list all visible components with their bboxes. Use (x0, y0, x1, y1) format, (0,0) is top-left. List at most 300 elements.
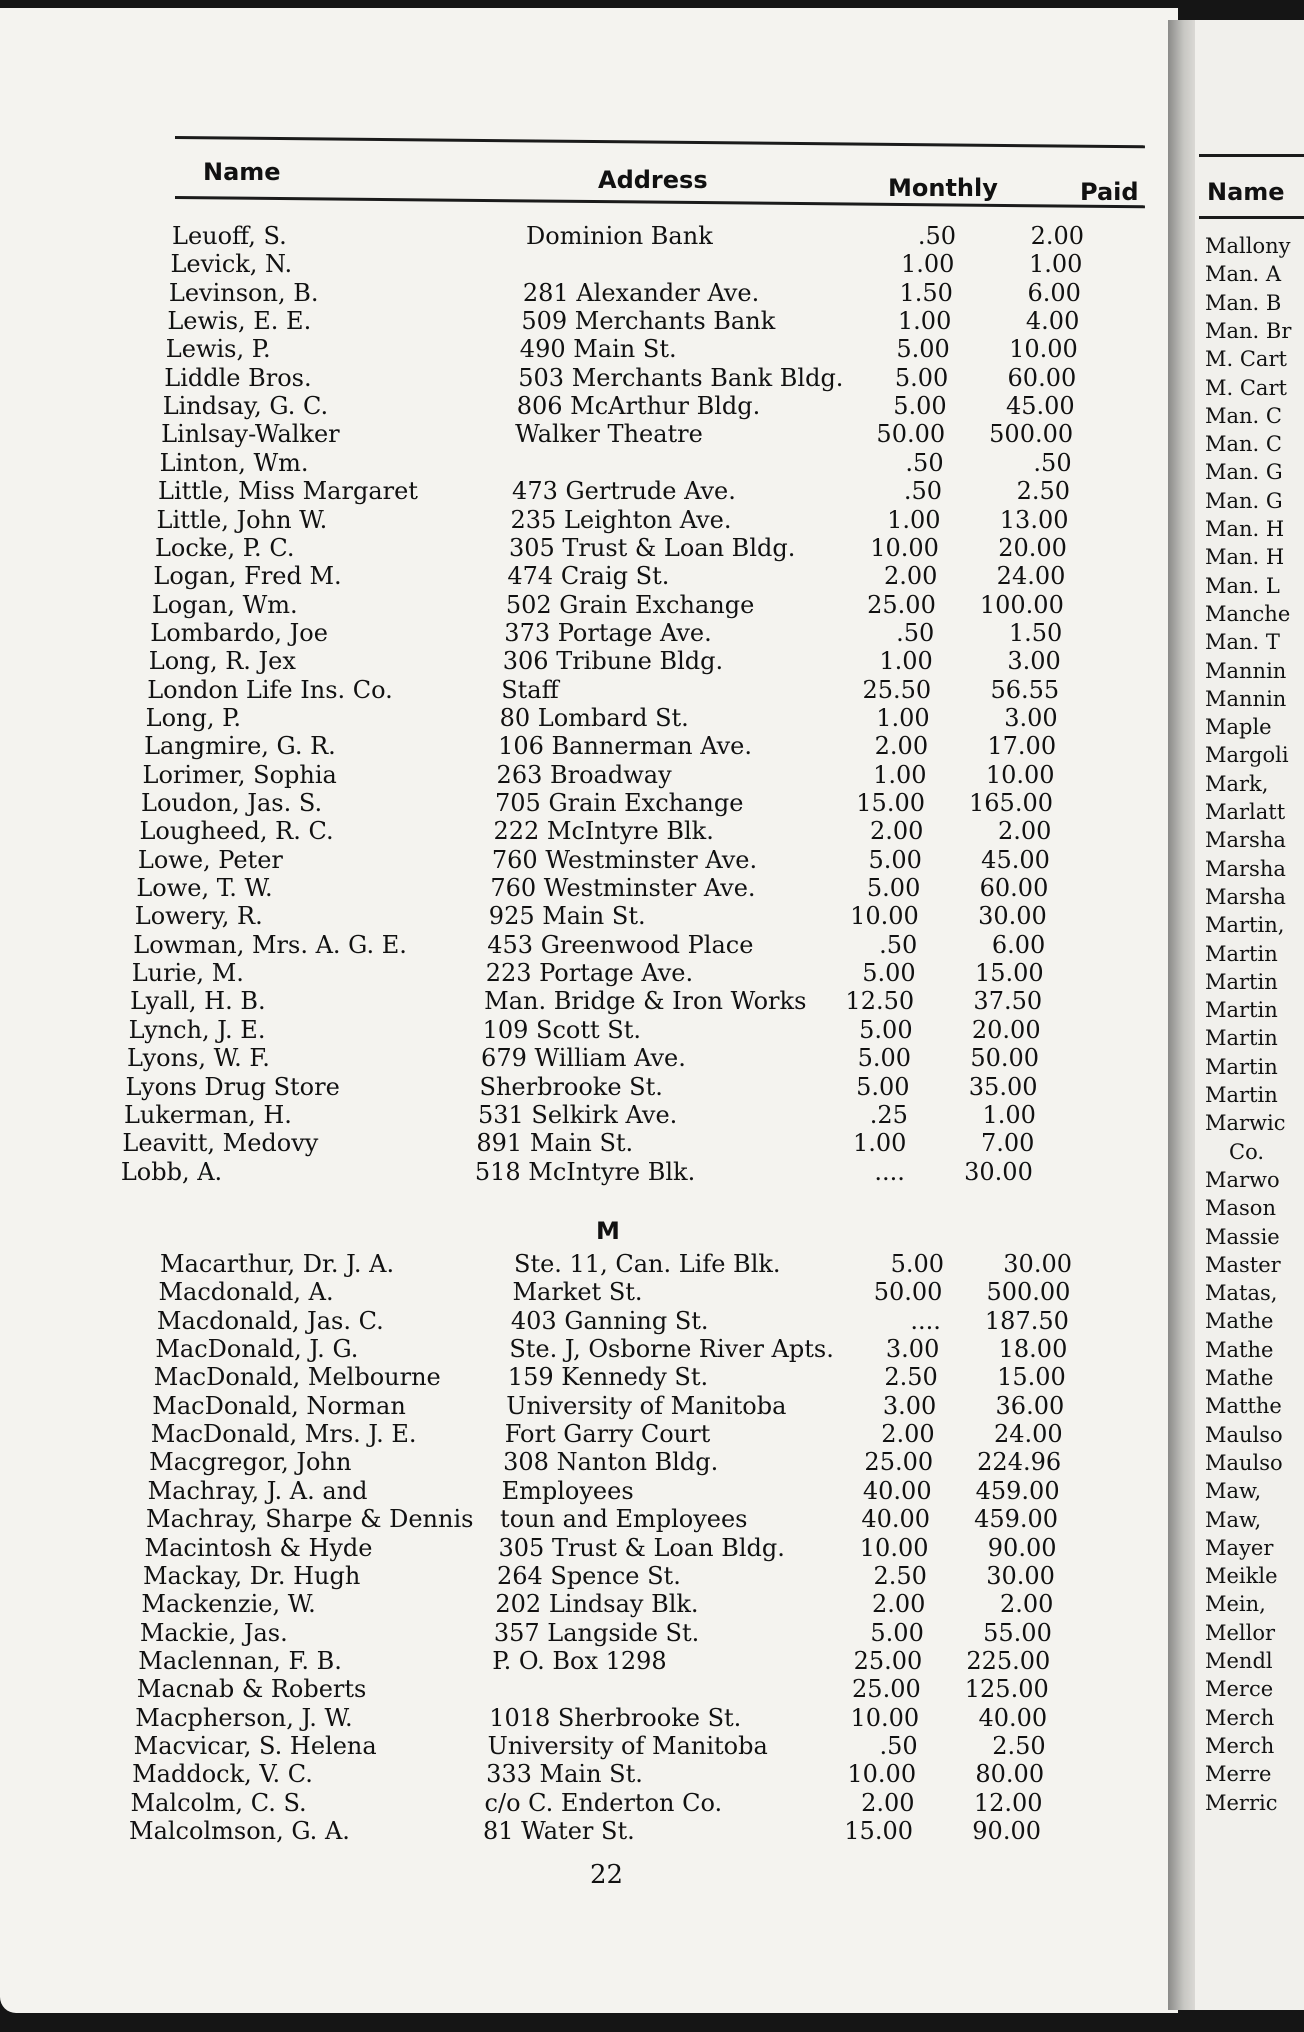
address-cell: Fort Garry Court (505, 1420, 715, 1448)
monthly-cell: 5.00 (862, 1250, 948, 1278)
paid-cell: 30.00 (945, 902, 1051, 930)
table-row (144, 732, 1074, 760)
table-row (137, 1675, 1067, 1703)
paid-cell: 13.00 (967, 506, 1073, 534)
facing-name-fragment: Man. C (1205, 432, 1282, 457)
address-cell: 806 McArthur Bldg. (517, 392, 765, 420)
table-row (146, 1505, 1076, 1533)
facing-name-fragment: Marwic (1205, 1111, 1286, 1136)
monthly-cell: 10.00 (847, 1534, 933, 1562)
address-cell: 223 Portage Ave. (486, 959, 697, 987)
facing-name-fragment: Man. L (1205, 573, 1280, 598)
paid-cell: 36.00 (962, 1392, 1068, 1420)
monthly-cell: 1.00 (859, 506, 945, 534)
paid-cell: 18.00 (965, 1335, 1071, 1363)
facing-name-fragment: Martin (1205, 1026, 1278, 1051)
monthly-cell: 5.00 (868, 335, 954, 363)
facing-name-fragment: Man. A (1205, 262, 1282, 287)
address-cell: 235 Leighton Ave. (511, 506, 736, 534)
paid-cell: 45.00 (948, 846, 1054, 874)
facing-name-fragment: Mathe (1205, 1337, 1274, 1362)
address-cell: Dominion Bank (526, 222, 717, 250)
address-cell: toun and Employees (500, 1505, 751, 1533)
name-cell: Lewis, P. (166, 335, 275, 363)
paid-cell: 187.50 (967, 1307, 1073, 1335)
page-number: 22 (590, 1860, 624, 1890)
monthly-cell: .50 (852, 619, 938, 647)
facing-name-fragment: Marlatt (1205, 800, 1286, 824)
table-row (161, 420, 1091, 448)
facing-name-fragment: Mathe (1205, 1309, 1274, 1334)
facing-name-fragment: Martin, (1205, 913, 1285, 938)
monthly-cell: 50.00 (863, 420, 949, 448)
paid-cell: 37.50 (940, 987, 1046, 1015)
facing-name-fragment: Martin (1205, 1054, 1278, 1079)
paid-cell: 55.00 (950, 1619, 1056, 1647)
table-row (157, 506, 1087, 534)
table-row (122, 1129, 1052, 1157)
address-cell: 760 Westminster Ave. (490, 874, 759, 902)
facing-name-fragment: Margoli (1205, 743, 1289, 768)
monthly-cell: .50 (862, 449, 948, 477)
facing-name-fragment: Man. Br (1205, 318, 1292, 343)
paid-cell: 1.00 (980, 250, 1086, 278)
monthly-cell: 10.00 (857, 534, 943, 562)
monthly-cell: .25 (826, 1101, 912, 1129)
table-row (127, 1044, 1057, 1072)
table-row (152, 591, 1082, 619)
monthly-cell: 10.00 (837, 902, 923, 930)
paid-cell: 10.00 (953, 761, 1059, 789)
facing-name-fragment: Maulso (1205, 1450, 1283, 1475)
name-cell: Mackenzie, W. (141, 1590, 319, 1618)
facing-header-top-rule (1199, 154, 1304, 157)
table-row (133, 931, 1063, 959)
paid-cell: 40.00 (945, 1704, 1051, 1732)
name-cell: Leuoff, S. (172, 222, 291, 250)
monthly-cell: 1.00 (869, 307, 955, 335)
address-cell: Employees (502, 1477, 638, 1505)
name-cell: MacDonald, Norman (152, 1392, 410, 1420)
paid-cell: 15.00 (942, 959, 1048, 987)
paid-cell: 165.00 (951, 789, 1057, 817)
address-cell: 518 McIntyre Blk. (475, 1158, 699, 1186)
paid-cell: 500.00 (971, 420, 1077, 448)
address-cell: 502 Grain Exchange (506, 591, 758, 619)
name-cell: Long, R. Jex (149, 647, 300, 675)
name-cell: Lurie, M. (132, 959, 248, 987)
monthly-cell: 1.00 (851, 647, 937, 675)
facing-name-fragment: Merch (1205, 1705, 1275, 1730)
paid-cell: 56.55 (957, 676, 1063, 704)
table-row (143, 1562, 1073, 1590)
facing-name-fragment: Meikle (1205, 1564, 1278, 1589)
table-row (146, 704, 1076, 732)
address-cell: 531 Selkirk Ave. (478, 1101, 681, 1129)
paid-cell: 500.00 (968, 1278, 1074, 1306)
table-row (126, 1073, 1056, 1101)
paid-cell: 6.00 (943, 931, 1049, 959)
name-cell: Macvicar, S. Helena (134, 1732, 381, 1760)
name-cell: Levinson, B. (169, 279, 323, 307)
table-row (141, 789, 1071, 817)
table-row (163, 392, 1093, 420)
paid-cell: 2.00 (982, 222, 1088, 250)
table-row (152, 1392, 1082, 1420)
table-row (134, 1732, 1064, 1760)
paid-cell: 12.00 (941, 1789, 1047, 1817)
address-cell: P. O. Box 1298 (492, 1647, 670, 1675)
table-row (139, 817, 1069, 845)
address-cell: 503 Merchants Bank Bldg. (518, 364, 847, 392)
table-row (140, 1619, 1070, 1647)
facing-name-fragment: Man. T (1205, 630, 1280, 655)
monthly-cell: 1.00 (824, 1129, 910, 1157)
table-row (167, 307, 1097, 335)
address-cell: Ste. J, Osborne River Apts. (509, 1335, 837, 1363)
facing-name-fragment: Man. H (1205, 517, 1285, 541)
monthly-cell: 10.00 (834, 1760, 920, 1788)
paid-cell: 60.00 (946, 874, 1052, 902)
facing-name-fragment: Man. G (1205, 460, 1283, 485)
name-cell: MacDonald, Mrs. J. E. (151, 1420, 421, 1448)
name-cell: Little, Miss Margaret (158, 477, 422, 505)
name-cell: Leavitt, Medovy (122, 1129, 322, 1157)
table-row (132, 1760, 1062, 1788)
table-row (138, 846, 1068, 874)
address-cell: 473 Gertrude Ave. (512, 477, 740, 505)
table-row (164, 364, 1094, 392)
facing-name-fragment: Merric (1205, 1790, 1278, 1815)
name-cell: Lyall, H. B. (130, 987, 269, 1015)
address-cell: Walker Theatre (515, 420, 707, 448)
monthly-cell: 5.00 (838, 874, 924, 902)
facing-name-fragment: Maw, (1205, 1507, 1262, 1532)
paid-cell: 30.00 (931, 1158, 1037, 1186)
table-row (147, 676, 1077, 704)
paid-cell: 224.96 (959, 1448, 1065, 1476)
table-row (131, 1789, 1061, 1817)
table-row (151, 1420, 1081, 1448)
address-cell: 305 Trust & Loan Bldg. (509, 534, 799, 562)
monthly-cell: 2.00 (853, 1420, 939, 1448)
name-cell: Lowe, Peter (138, 846, 287, 874)
paid-cell: 2.00 (949, 817, 1055, 845)
name-cell: Malcolm, C. S. (131, 1789, 311, 1817)
monthly-cell: 3.00 (854, 1392, 940, 1420)
address-cell: 264 Spence St. (497, 1562, 685, 1590)
address-cell: 81 Water St. (483, 1817, 639, 1845)
paid-cell: 90.00 (939, 1817, 1045, 1845)
monthly-cell: 2.50 (845, 1562, 931, 1590)
monthly-cell: 1.00 (848, 704, 934, 732)
address-cell: 453 Greenwood Place (487, 931, 757, 959)
name-cell: Lukerman, H. (124, 1101, 296, 1129)
monthly-cell: 5.00 (834, 959, 920, 987)
monthly-cell: 5.00 (828, 1073, 914, 1101)
facing-name-fragment: Martin (1205, 941, 1278, 966)
name-cell: Macnab & Roberts (137, 1675, 371, 1703)
facing-name-fragment: Mayer (1205, 1535, 1274, 1560)
monthly-cell: 25.00 (839, 1675, 925, 1703)
table-row (155, 1335, 1085, 1363)
monthly-cell: .50 (836, 1732, 922, 1760)
name-cell: Lowery, R. (135, 902, 267, 930)
monthly-cell: 5.00 (840, 846, 926, 874)
paid-cell: 3.00 (956, 704, 1062, 732)
paid-cell: 30.00 (953, 1562, 1059, 1590)
paid-cell: 4.00 (977, 307, 1083, 335)
facing-page (1195, 20, 1304, 2010)
address-cell: 308 Nanton Bldg. (503, 1448, 722, 1476)
column-header-monthly: Monthly (888, 174, 998, 202)
paid-cell: 24.00 (963, 562, 1069, 590)
table-row (166, 335, 1096, 363)
address-cell: 109 Scott St. (483, 1016, 645, 1044)
table-row (145, 1534, 1075, 1562)
name-cell: Malcolmson, G. A. (129, 1817, 354, 1845)
address-cell: 306 Tribune Bldg. (503, 647, 727, 675)
address-cell: 403 Ganning St. (511, 1307, 713, 1335)
name-cell: Lowman, Mrs. A. G. E. (133, 931, 411, 959)
facing-name-fragment: Maw, (1205, 1479, 1262, 1504)
paid-cell: 6.00 (979, 279, 1085, 307)
name-cell: Lougheed, R. C. (139, 817, 337, 845)
monthly-cell: 3.00 (857, 1335, 943, 1363)
facing-name-fragment: Martin (1205, 969, 1278, 994)
table-row (129, 1016, 1059, 1044)
table-row (160, 1250, 1090, 1278)
paid-cell: 2.50 (944, 1732, 1050, 1760)
paid-cell: 45.00 (973, 392, 1079, 420)
facing-name-fragment: Matas, (1205, 1281, 1278, 1306)
name-cell: Liddle Bros. (164, 364, 315, 392)
paid-cell: 225.00 (948, 1647, 1054, 1675)
section-letter-m: M (596, 1217, 620, 1245)
monthly-cell: 1.00 (845, 761, 931, 789)
address-cell: 679 William Ave. (481, 1044, 690, 1072)
name-cell: Levick, N. (170, 250, 296, 278)
table-row (132, 959, 1062, 987)
facing-name-fragment: Master (1205, 1252, 1281, 1277)
name-cell: MacDonald, Melbourne (154, 1363, 445, 1391)
table-row (170, 250, 1100, 278)
name-cell: Macdonald, A. (158, 1278, 337, 1306)
monthly-cell: .50 (835, 931, 921, 959)
facing-name-fragment: M. Cart (1205, 375, 1287, 400)
table-row (149, 1448, 1079, 1476)
name-cell: Loudon, Jas. S. (141, 789, 326, 817)
name-cell: Machray, J. A. and (148, 1477, 372, 1505)
paid-cell: 3.00 (959, 647, 1065, 675)
address-cell: 305 Trust & Loan Bldg. (499, 1534, 789, 1562)
facing-name-fragment: Maple (1205, 715, 1272, 740)
facing-name-fragment: Man. H (1205, 545, 1285, 570)
address-cell: Staff (501, 676, 562, 704)
table-row (149, 647, 1079, 675)
facing-name-fragment: Merce (1205, 1677, 1274, 1702)
facing-header-bottom-rule (1199, 216, 1304, 219)
name-cell: Locke, P. C. (155, 534, 299, 562)
monthly-cell: .50 (874, 222, 960, 250)
facing-name-fragment: Mallony (1205, 234, 1291, 258)
name-cell: Mackie, Jas. (140, 1619, 292, 1647)
address-cell: Market St. (512, 1278, 646, 1306)
facing-name-fragment: Merch (1205, 1733, 1275, 1758)
address-cell: 891 Main St. (476, 1129, 637, 1157)
monthly-cell: 25.50 (849, 676, 935, 704)
table-row (130, 987, 1060, 1015)
name-cell: Little, John W. (157, 506, 332, 534)
table-row (150, 619, 1080, 647)
facing-name-fragment: Mannin (1205, 686, 1287, 711)
monthly-cell: 50.00 (860, 1278, 946, 1306)
table-row (135, 902, 1065, 930)
column-header-address: Address (598, 166, 708, 194)
facing-column-header-name: Name (1207, 178, 1285, 206)
paid-cell: 30.00 (970, 1250, 1076, 1278)
paid-cell: 1.50 (960, 619, 1066, 647)
address-cell: 925 Main St. (489, 902, 650, 930)
facing-name-fragment: Martin (1205, 998, 1278, 1023)
monthly-cell: .... (823, 1158, 909, 1186)
table-row (129, 1817, 1059, 1845)
name-cell: London Life Ins. Co. (147, 676, 397, 704)
monthly-cell: 12.50 (832, 987, 918, 1015)
facing-name-fragment: Mendl (1205, 1649, 1273, 1673)
address-cell: 263 Broadway (497, 761, 676, 789)
table-row (160, 449, 1090, 477)
name-cell: Macintosh & Hyde (145, 1534, 377, 1562)
table-row (148, 1477, 1078, 1505)
address-cell: 222 McIntyre Blk. (493, 817, 717, 845)
name-cell: Lindsay, G. C. (163, 392, 332, 420)
table-row (172, 222, 1102, 250)
table-row (143, 761, 1073, 789)
table-row (157, 1307, 1087, 1335)
address-cell: 80 Lombard St. (500, 704, 693, 732)
facing-name-fragment: Mason (1205, 1196, 1276, 1221)
address-cell: 281 Alexander Ave. (523, 279, 763, 307)
address-cell: Man. Bridge & Iron Works (484, 987, 810, 1015)
table-row (153, 562, 1083, 590)
table-row (155, 534, 1085, 562)
paid-cell: 10.00 (976, 335, 1082, 363)
name-cell: Macpherson, J. W. (135, 1704, 356, 1732)
paid-cell: 17.00 (954, 732, 1060, 760)
paid-cell: 50.00 (937, 1044, 1043, 1072)
paid-cell: 90.00 (955, 1534, 1061, 1562)
paid-cell: 24.00 (961, 1420, 1067, 1448)
monthly-cell: 40.00 (850, 1477, 936, 1505)
facing-name-fragment: Man. B (1205, 290, 1282, 315)
paid-cell: .50 (970, 449, 1076, 477)
name-cell: Lewis, E. E. (167, 307, 315, 335)
facing-name-fragment: Marsha (1205, 856, 1286, 881)
table-row (121, 1158, 1051, 1186)
name-cell: Lorimer, Sophia (143, 761, 341, 789)
facing-name-fragment: Manche (1205, 601, 1291, 626)
monthly-cell: 15.00 (831, 1817, 917, 1845)
name-cell: Lynch, J. E. (129, 1016, 270, 1044)
paid-cell: 459.00 (956, 1505, 1062, 1533)
monthly-cell: 2.00 (833, 1789, 919, 1817)
address-cell: 1018 Sherbrooke St. (489, 1704, 745, 1732)
paid-cell: 60.00 (974, 364, 1080, 392)
name-cell: Langmire, G. R. (144, 732, 340, 760)
facing-name-fragment: Maulso (1205, 1422, 1283, 1447)
name-cell: Lyons Drug Store (126, 1073, 344, 1101)
table-row (138, 1647, 1068, 1675)
paid-cell: 2.50 (968, 477, 1074, 505)
monthly-cell: .... (859, 1307, 945, 1335)
monthly-cell: 25.00 (851, 1448, 937, 1476)
monthly-cell: 5.00 (829, 1044, 915, 1072)
paid-cell: 125.00 (947, 1675, 1053, 1703)
paid-cell: 80.00 (942, 1760, 1048, 1788)
facing-name-fragment: M. Cart (1205, 347, 1287, 372)
table-row (158, 477, 1088, 505)
name-cell: Lobb, A. (121, 1158, 226, 1186)
paid-cell: 1.00 (934, 1101, 1040, 1129)
table-row (124, 1101, 1054, 1129)
monthly-cell: 1.00 (872, 250, 958, 278)
table-row (158, 1278, 1088, 1306)
monthly-cell: 5.00 (866, 364, 952, 392)
address-cell: Sherbrooke St. (480, 1073, 667, 1101)
monthly-cell: 2.00 (843, 1590, 929, 1618)
table-row (141, 1590, 1071, 1618)
address-cell: 333 Main St. (486, 1760, 647, 1788)
name-cell: Maclennan, F. B. (138, 1647, 346, 1675)
table-row (136, 874, 1066, 902)
address-cell: 509 Merchants Bank (521, 307, 779, 335)
facing-name-fragment: Mark, (1205, 771, 1269, 796)
table-row (169, 279, 1099, 307)
address-cell: 705 Grain Exchange (495, 789, 747, 817)
facing-name-fragment: Mellor (1205, 1620, 1276, 1645)
name-cell: Long, P. (146, 704, 245, 732)
monthly-cell: 10.00 (837, 1704, 923, 1732)
facing-name-fragment: Man. C (1205, 403, 1282, 428)
facing-name-fragment: Merre (1205, 1762, 1272, 1787)
monthly-cell: 2.00 (841, 817, 927, 845)
facing-name-fragment: Massie (1205, 1224, 1280, 1249)
name-cell: Lombardo, Joe (150, 619, 332, 647)
paid-cell: 35.00 (936, 1073, 1042, 1101)
paid-cell: 7.00 (932, 1129, 1038, 1157)
address-cell: 760 Westminster Ave. (492, 846, 761, 874)
name-cell: Lyons, W. F. (127, 1044, 274, 1072)
name-cell: Machray, Sharpe & Dennis (146, 1505, 477, 1533)
facing-name-fragment: Marwo (1205, 1167, 1280, 1192)
facing-name-fragment: Mathe (1205, 1366, 1274, 1390)
facing-name-fragment: Man. G (1205, 488, 1283, 513)
paid-cell: 100.00 (962, 591, 1068, 619)
name-cell: Macarthur, Dr. J. A. (160, 1250, 398, 1278)
facing-name-fragment: Mein, (1205, 1592, 1266, 1617)
facing-name-fragment: Mannin (1205, 658, 1287, 683)
paid-cell: 15.00 (964, 1363, 1070, 1391)
monthly-cell: 40.00 (848, 1505, 934, 1533)
facing-name-fragment: Martin (1205, 1083, 1278, 1107)
table-row (154, 1363, 1084, 1391)
column-header-paid: Paid (1080, 178, 1139, 206)
paid-cell: 20.00 (965, 534, 1071, 562)
monthly-cell: 5.00 (842, 1619, 928, 1647)
address-cell: University of Manitoba (506, 1392, 790, 1420)
monthly-cell: 2.00 (846, 732, 932, 760)
